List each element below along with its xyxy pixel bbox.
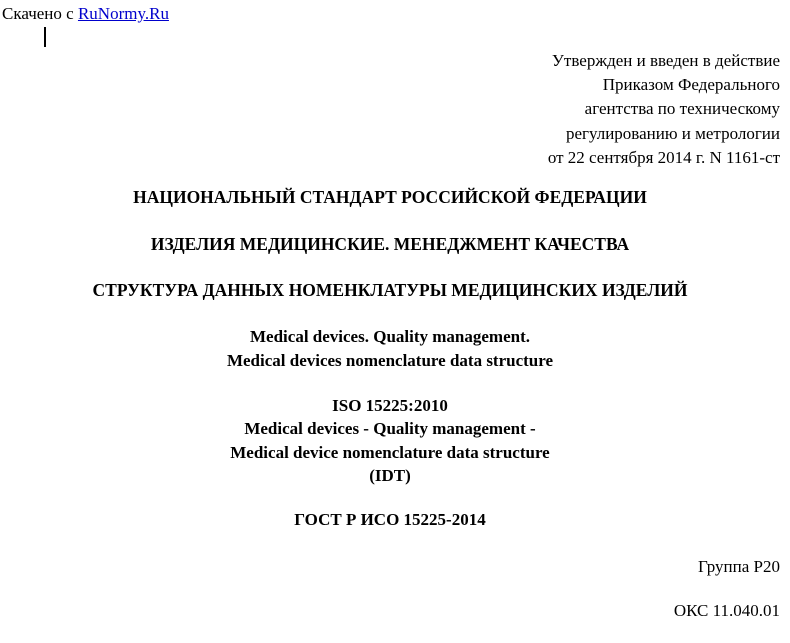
title-en-line-2: Medical devices nomenclature data structure [226, 351, 554, 370]
download-source-line [2, 3, 169, 25]
title-ru-part-2: СТРУКТУРА ДАННЫХ НОМЕНКЛАТУРЫ МЕДИЦИНСКИХ ИЗДЕЛИЙ [92, 280, 688, 300]
approval-line: Утвержден и введен в действие [551, 51, 780, 70]
group-code: Группа Р20 [698, 557, 780, 576]
iso-reference-block [0, 394, 780, 488]
iso-idt: (IDT) [369, 466, 411, 486]
approval-block [548, 49, 780, 170]
approval-line: агентства по техническому [584, 99, 780, 119]
iso-title-line-1: Medical devices - Quality management - [244, 419, 536, 439]
approval-line: регулированию и метрологии [565, 123, 780, 143]
text-cursor [44, 27, 46, 47]
oks-code: ОКС 11.040.01 [673, 601, 780, 620]
iso-title-line-2: Medical device nomenclature data structure [230, 442, 550, 462]
runormy-link[interactable]: RuNormy.Ru [77, 4, 169, 23]
title-en-line-1: Medical devices. Quality management. [250, 327, 530, 346]
downloaded-from-label: Скачено с [2, 4, 74, 23]
title-en-block [0, 325, 780, 373]
iso-number: ISO 15225:2010 [332, 396, 448, 415]
approval-line: Приказом Федерального [602, 75, 780, 95]
national-standard-heading: НАЦИОНАЛЬНЫЙ СТАНДАРТ РОССИЙСКОЙ ФЕДЕРАЦИИ [133, 187, 647, 207]
approval-line: от 22 сентября 2014 г. N 1161-ст [547, 147, 780, 167]
title-ru-part-1: ИЗДЕЛИЯ МЕДИЦИНСКИЕ. МЕНЕДЖМЕНТ КАЧЕСТВА [150, 234, 630, 254]
gost-number: ГОСТ Р ИСО 15225-2014 [294, 510, 486, 529]
